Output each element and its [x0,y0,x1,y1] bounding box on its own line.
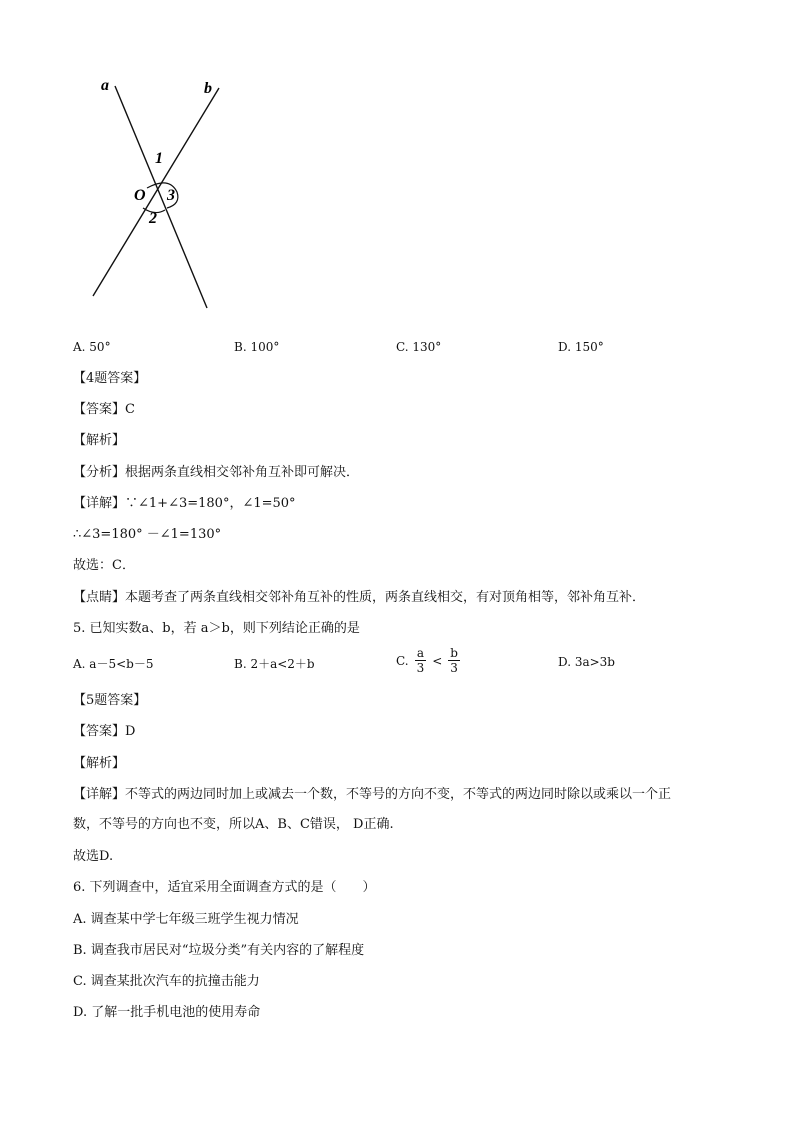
q6-option-b: B. 调查我市居民对“垃圾分类”有关内容的了解程度 [73,943,365,958]
q4-detail-line [73,495,296,513]
q6-option-c: C. 调查某批次汽车的抗撞击能力 [73,974,260,989]
label-b: b [204,80,212,97]
answer-tag: 【答案】 [73,724,126,739]
intersecting-lines-figure [85,70,235,315]
fraction-b-over-3 [448,646,460,675]
q4-option-d: D. 150° [558,340,604,354]
figure-svg [85,70,235,315]
q4-answer-header: 【4题答案】 [73,371,147,386]
less-than-sign: < [432,653,443,668]
q4-option-a: A. 50° [73,340,111,354]
q5-answer-line [73,723,135,741]
q4-answer-line [73,401,135,419]
q5-choose: 故选D. [73,849,114,864]
review-text: 本题考查了两条直线相交邻补角互补的性质，两条直线相交，有对顶角相等，邻补角互补． [125,590,646,605]
answer-value: D [125,724,136,739]
detail-tag: 【详解】 [73,787,126,802]
label-angle-3: 3 [167,187,175,204]
fraction-a-over-3 [415,646,427,675]
q4-detail-line-2: ∴∠3=180° －∠1=130° [73,527,222,542]
q5-option-b: B. 2＋a<2＋b [234,657,315,671]
option-c-prefix: C. [396,653,409,668]
line-a [115,86,207,308]
q4-option-c: C. 130° [396,340,442,354]
fraction-den-3: 3 [416,661,425,675]
review-tag: 【点睛】 [73,590,126,605]
q4-review-line [73,589,645,607]
label-angle-1: 1 [155,150,163,167]
q5-option-a: A. a－5<b－5 [73,657,154,671]
fenxi-text: 根据两条直线相交邻补角互补即可解决． [125,465,360,480]
q4-choose: 故选：C． [73,558,135,573]
q4-analysis-tag: 【解析】 [73,433,126,448]
label-a: a [101,77,109,94]
fraction-num-b: b [450,646,458,660]
detail-text: 不等式的两边同时加上或减去一个数，不等号的方向不变，不等式的两边同时除以或乘以一个正 [125,787,672,802]
q6-option-d: D. 了解一批手机电池的使用寿命 [73,1005,261,1020]
fraction-den-3b: 3 [450,661,458,675]
detail-text: ∵∠1+∠3=180°，∠1=50° [125,496,296,511]
fraction-num-a: a [415,646,427,661]
fenxi-tag: 【分析】 [73,465,126,480]
q5-option-d: D. 3a>3b [558,655,615,669]
answer-value: C [125,402,135,417]
q5-detail-line-2: 数，不等号的方向也不变，所以A、B、C错误， D正确. [73,817,394,832]
q6-question: 6. 下列调查中，适宜采用全面调查方式的是（ ） [73,880,376,895]
line-b [93,88,219,296]
q5-question: 5. 已知实数a、b，若 a＞b，则下列结论正确的是 [73,621,360,636]
q5-answer-header: 【5题答案】 [73,693,147,708]
label-angle-2: 2 [149,210,157,227]
q4-option-b: B. 100° [234,340,280,354]
q4-fenxi-line [73,464,359,482]
q5-option-c [396,646,460,675]
answer-tag: 【答案】 [73,402,126,417]
q6-option-a: A. 调查某中学七年级三班学生视力情况 [73,912,299,927]
q5-analysis-tag: 【解析】 [73,756,126,771]
q5-detail-line [73,786,671,804]
detail-tag: 【详解】 [73,496,126,511]
label-o: O [134,187,146,204]
